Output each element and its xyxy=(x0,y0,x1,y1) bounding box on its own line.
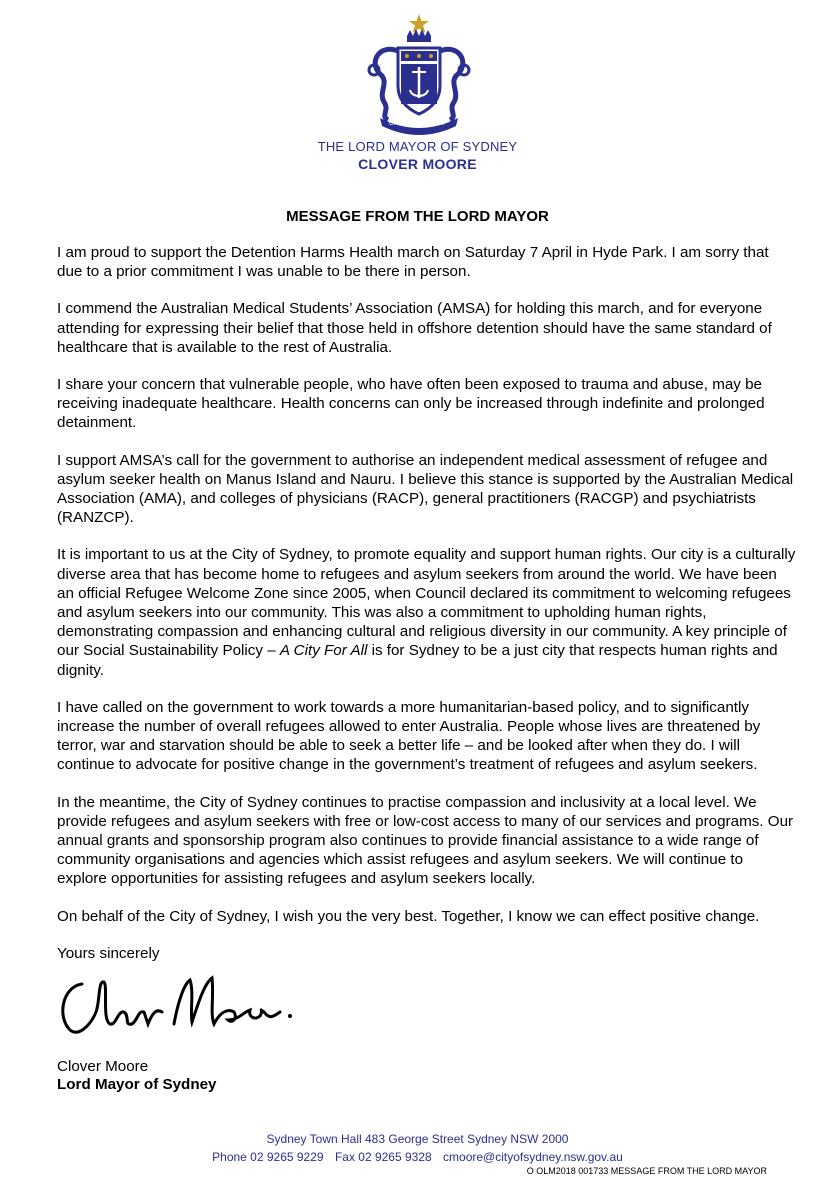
paragraph: In the meantime, the City of Sydney continues to practise compassion and inclusivity at a local level. We provide refugees and asylum seekers with free or low-cost access to many of our services and programs. Our annual grants and sponsorship program also continues to provide financial assistance to a wide range of community organisations and agencies which assist refugees and asylum seekers. We will continue to explore opportunities for assisting refugees and asylum seekers locally. xyxy=(57,793,794,888)
footer-fax: Fax 02 9265 9328 xyxy=(334,1150,432,1164)
crest-banner-text: CITY OF SYDNEY xyxy=(389,121,446,127)
letter-heading: MESSAGE FROM THE LORD MAYOR xyxy=(286,208,549,225)
paragraph: I commend the Australian Medical Students’ Association (AMSA) for holding this march, and for everyone attending for expressing their belief that those held in offshore detention should have the same standard of healthcare that is available to the rest of Australia. xyxy=(57,300,772,356)
paragraph-policy xyxy=(57,545,797,679)
closing: Yours sincerely xyxy=(57,944,160,962)
signatory-name: Clover Moore xyxy=(57,1058,149,1075)
paragraph: I am proud to support the Detention Harms Health march on Saturday 7 April in Hyde Park. I am sorry that due to a prior commitment I was unable to be there in person. xyxy=(57,244,769,281)
paragraph: I have called on the government to work towards a more humanitarian-based policy, and to significantly increase the number of overall refugees allowed to enter Australia. People whose lives are threatened by terror, war and starvation should be able to seek a better life – and be looked after when they do. I will continue to advocate for positive change in the government’s treatment of refugees and asylum seekers. xyxy=(57,698,761,774)
paragraph-text: It is important to us at the City of Sydney, to promote equality and support human rights. Our city is a culturally diverse area that has become home to refugees and asylum seekers from around the world. We have been an official Refugee Welcome Zone since 2005, when Council declared its commitment to welcoming refugees and asylum seekers into our community. This was also a commitment to upholding human rights, demonstrating compassion and enhancing cultural and religious diversity in our community. A key principle of our Social Sustainability Policy – xyxy=(57,546,796,660)
mayor-title: THE LORD MAYOR OF SYDNEY xyxy=(317,139,518,154)
paragraph: On behalf of the City of Sydney, I wish you the very best. Together, I know we can effect positive change. xyxy=(57,907,760,925)
mayor-name: CLOVER MOORE xyxy=(358,156,477,172)
footer-contact xyxy=(0,1150,835,1164)
handwritten-signature-icon xyxy=(52,962,302,1052)
city-of-sydney-crest-icon xyxy=(360,12,478,138)
policy-name: A City For All xyxy=(279,642,368,660)
footer-phone: Phone 02 9265 9229 xyxy=(212,1150,324,1164)
footer-email[interactable]: cmoore@cityofsydney.nsw.gov.au xyxy=(443,1150,623,1164)
paragraph: I share your concern that vulnerable people, who have often been exposed to trauma and abuse, may be receiving inadequate healthcare. Health concerns can only be increased through indefinite and prolonged detainment. xyxy=(57,376,765,432)
signatory-title: Lord Mayor of Sydney xyxy=(57,1076,217,1093)
paragraph-text: is for Sydney to be a just city that respects human rights and dignity. xyxy=(57,642,778,679)
letter-body xyxy=(57,243,797,981)
paragraph: I support AMSA’s call for the government to authorise an independent medical assessment of refugee and asylum seeker health on Manus Island and Nauru. I believe this stance is supported by the Australian Medical Association (AMA), and colleges of physicians (RACP), general practitioners (RACGP) and psychiatrists (RANZCP). xyxy=(57,451,794,527)
document-reference: O OLM2018 001733 MESSAGE FROM THE LORD MAYOR xyxy=(526,1166,767,1176)
footer-address: Sydney Town Hall 483 George Street Sydney NSW 2000 xyxy=(266,1132,569,1146)
